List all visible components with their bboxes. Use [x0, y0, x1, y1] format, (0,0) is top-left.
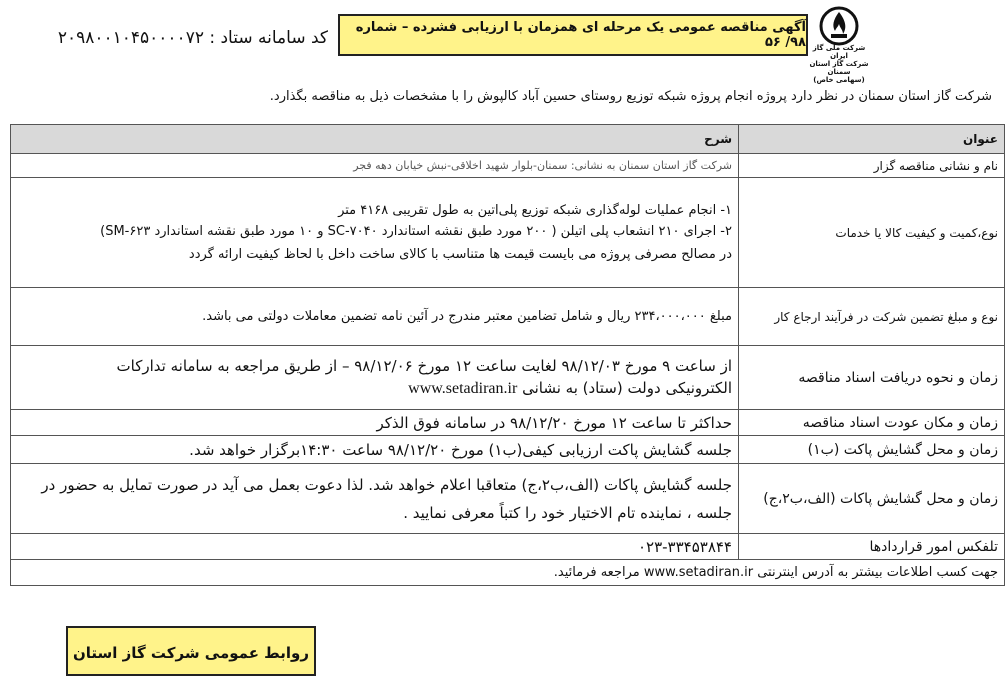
scope-note: در مصالح مصرفی پروژه می بایست قیمت ها متناسب با کالای ساخت داخل با لحاظ کیفیت ارائه گردد	[188, 247, 732, 262]
contracts-phone-value: ۰۲۳-۳۳۴۵۳۸۴۴	[11, 534, 739, 560]
row-docs-receive	[11, 346, 1005, 410]
row-organizer	[11, 154, 1005, 178]
tender-title: آگهی مناقصه عمومی یک مرحله ای همزمان با ارزیابی فشرده – شماره ۹۸/ ۵۶	[338, 14, 808, 56]
row-footer	[11, 560, 1005, 586]
row-guarantee	[11, 288, 1005, 346]
docs-return-value: حداکثر تا ساعت ۱۲ مورخ ۹۸/۱۲/۲۰ در سامانه فوق الذکر	[11, 410, 739, 436]
guarantee-label: نوع و مبلغ تضمین شرکت در فرآیند ارجاع کار	[739, 288, 1005, 346]
setadiran-link[interactable]: www.setadiran.ir	[408, 380, 518, 397]
intro-paragraph: شرکت گاز استان سمنان در نظر دارد پروژه انجام پروژه شبکه توزیع روستای حسین آباد کالپوش را با مشخصات ذیل به مناقصه بگذارد.	[269, 89, 992, 104]
gas-company-emblem-icon	[819, 6, 859, 46]
docs-receive-line-2	[17, 379, 732, 398]
docs-return-label: زمان و مکان عودت اسناد مناقصه	[739, 410, 1005, 436]
opening-b1-label: زمان و محل گشایش پاکت (ب۱)	[739, 436, 1005, 464]
scope-item-1: ۱- انجام عملیات لوله‌گذاری شبکه توزیع پلی‌اتین به طول تقریبی ۴۱۶۸ متر	[338, 203, 732, 218]
guarantee-value: مبلغ ۲۳۴،۰۰۰،۰۰۰ ریال و شامل تضامین معتبر مندرج در آئین نامه تضمین معاملات دولتی می باشد.	[11, 288, 739, 346]
row-opening-b1	[11, 436, 1005, 464]
footer-note: جهت کسب اطلاعات بیشتر به آدرس اینترنتی www.setadiran.ir مراجعه فرمائید.	[11, 560, 1005, 586]
scope-value	[11, 178, 739, 288]
row-contracts-phone	[11, 534, 1005, 560]
contracts-phone-label: تلفکس امور قراردادها	[739, 534, 1005, 560]
docs-receive-line-2-text: الکترونیکی دولت (ستاد) به نشانی	[522, 379, 732, 397]
docs-receive-line-1: از ساعت ۹ مورخ ۹۸/۱۲/۰۳ لغایت ساعت ۱۲ مورخ ۹۸/۱۲/۰۶ – از طریق مراجعه به سامانه تدارکات	[116, 357, 732, 375]
organizer-value: شرکت گاز استان سمنان به نشانی: سمنان-بلوار شهید اخلاقی-نبش خیابان دهه فجر	[11, 154, 739, 178]
row-scope	[11, 178, 1005, 288]
docs-receive-label: زمان و نحوه دریافت اسناد مناقصه	[739, 346, 1005, 410]
setad-system-code: کد سامانه ستاد : ۲۰۹۸۰۰۱۰۴۵۰۰۰۰۷۲	[57, 28, 328, 48]
row-docs-return	[11, 410, 1005, 436]
docs-receive-value	[11, 346, 739, 410]
opening-all-value: جلسه گشایش پاکات (الف،ب۲،ج) متعاقبا اعلام خواهد شد. لذا دعوت بعمل می آید در صورت تمایل به حضور در جلسه ، نماینده تام الاختیار خود را کتباً معرفی نمایید .	[11, 464, 739, 534]
scope-item-2: ۲- اجرای ۲۱۰ انشعاب پلی اتیلن ( ۲۰۰ مورد طبق نقشه استاندارد SC-۷۰۴۰ و ۱۰ مورد طبق نقشه استاندارد SM-۶۲۳)	[100, 224, 732, 239]
opening-all-label: زمان و محل گشایش پاکات (الف،ب۲،ج)	[739, 464, 1005, 534]
opening-b1-value: جلسه گشایش پاکت ارزیابی کیفی(ب۱) مورخ ۹۸/۱۲/۲۰ ساعت ۱۴:۳۰برگزار خواهد شد.	[11, 436, 739, 464]
logo-caption: شرکت ملی گاز ایران شرکت گاز استان سمنان (سهامی خاص)	[809, 44, 869, 84]
table-header-row	[11, 125, 1005, 154]
public-relations-signature: روابط عمومی شرکت گاز استان	[66, 626, 316, 676]
tender-details-table	[10, 124, 1005, 586]
header-title-cell: عنوان	[739, 125, 1005, 154]
row-opening-all	[11, 464, 1005, 534]
header-desc-cell: شرح	[11, 125, 739, 154]
company-logo	[806, 6, 872, 84]
organizer-label: نام و نشانی مناقصه گزار	[739, 154, 1005, 178]
scope-label: نوع،کمیت و کیفیت کالا یا خدمات	[739, 178, 1005, 288]
